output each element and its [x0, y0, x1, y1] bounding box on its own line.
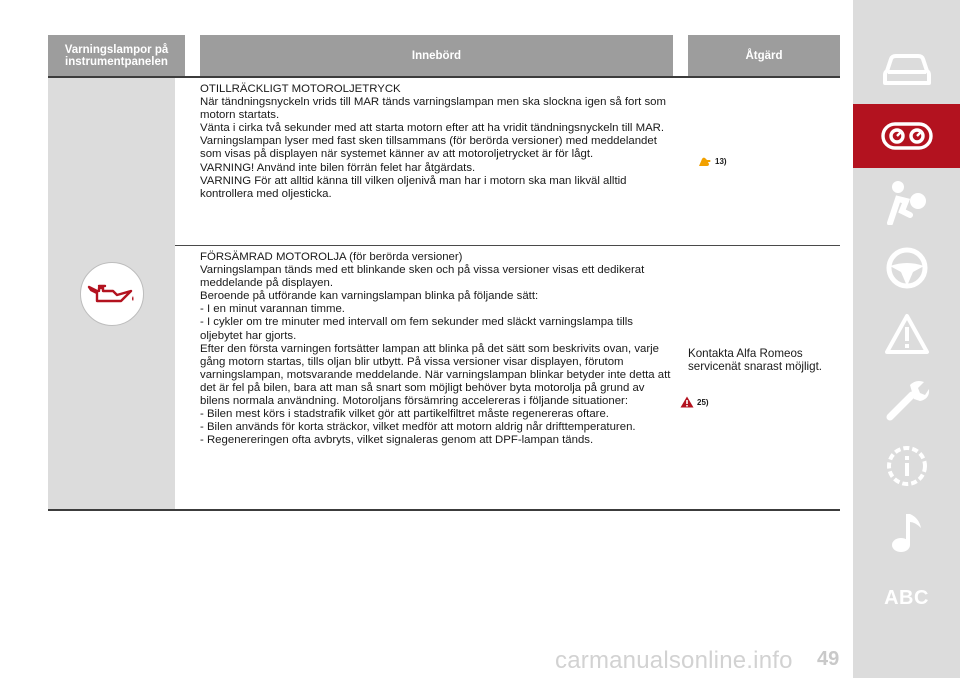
wrench-icon — [884, 377, 930, 423]
warning-lights-table — [48, 35, 840, 510]
music-note-icon — [889, 510, 925, 554]
table-row — [175, 78, 840, 246]
desc-line: Varningslampan lyser med fast sken tillsammans (för berörda versioner) med meddelandet som visas på displayen när systemet känner av att motoroljetrycket är för lågt. — [200, 135, 657, 161]
car-icon — [882, 53, 932, 87]
abc-label: ABC — [884, 586, 929, 609]
header-warning-lights: Varningslampor på instrumentpanelen — [48, 35, 185, 76]
header-meaning: Innebörd — [200, 35, 673, 76]
safety-icon — [884, 179, 930, 225]
table-rows — [175, 78, 840, 510]
warning-ref-text: 25) — [697, 397, 709, 407]
sidebar-item-dashboard[interactable] — [853, 104, 960, 168]
warning-ref-text: 13) — [715, 156, 727, 166]
warning-triangle-icon — [884, 313, 930, 355]
desc-line: Efter den första varningen fortsätter lampan att blinka på det sätt som beskrivits ovan, varje gång motorn startas, tills oljan blir utbytt. På vissa versioner visar displayen, förutom varningslampan, motsvarande meddelande. När varningslampan blinkar betyder inte detta att det är fel på bilen, bara att man så snart som möjligt behöver byta motorolja på grund av bilens normala användning. Motoroljans försämring accelereras i följande situationer: — [200, 342, 671, 408]
info-icon — [884, 443, 930, 489]
desc-line: - Bilen används för korta sträckor, vilket medför att motorn aldrig når drifttemperaturen. — [200, 421, 636, 434]
desc-line: Beroende på utförande kan varningslampan blinka på följande sätt: — [200, 290, 539, 303]
desc-line: VARNING! Använd inte bilen förrän felet har åtgärdats. — [200, 161, 476, 174]
lamp-column — [48, 78, 175, 510]
warning-reference[interactable] — [680, 396, 840, 409]
row-action — [688, 78, 840, 245]
desc-line: - Bilen mest körs i stadstrafik vilket gör att partikelfiltret måste regenereras oftare. — [200, 408, 609, 421]
header-action: Åtgärd — [688, 35, 840, 76]
sidebar-item-index[interactable] — [853, 566, 960, 630]
row-title: FÖRSÄMRAD MOTOROLJA (för berörda versioner) — [200, 251, 463, 263]
row-action — [688, 246, 840, 510]
oil-can-icon — [87, 282, 137, 306]
dashboard-gauges-icon — [881, 122, 933, 150]
sidebar-item-warnings[interactable] — [853, 302, 960, 366]
steering-wheel-icon — [885, 246, 929, 290]
table-body — [48, 78, 840, 510]
sidebar-item-maintenance[interactable] — [853, 368, 960, 432]
sidebar-item-multimedia[interactable] — [853, 500, 960, 564]
table-row — [175, 246, 840, 510]
chapter-sidebar — [853, 0, 960, 678]
warning-reference[interactable] — [698, 155, 727, 168]
desc-line: - I en minut varannan timme. — [200, 303, 345, 316]
sidebar-item-steering[interactable] — [853, 236, 960, 300]
sidebar-item-info[interactable] — [853, 434, 960, 498]
desc-line: Varningslampan tänds med ett blinkande sken och på vissa versioner visas ett dedikerat meddelande på displayen. — [200, 264, 645, 290]
desc-line: VARNING För att alltid känna till vilken oljenivå man har i motorn ska man likväl alltid kontrollera med oljesticka. — [200, 174, 627, 200]
warning-triangle-small-icon — [680, 396, 694, 408]
desc-line: Vänta i cirka två sekunder med att starta motorn efter att ha vridit tändningsnyckeln till MAR. — [200, 122, 665, 135]
watermark: carmanualsonline.info — [555, 647, 793, 674]
sidebar-item-car[interactable] — [853, 38, 960, 102]
page-number: 49 — [817, 648, 840, 670]
row-description — [200, 78, 673, 245]
oil-lamp-badge — [80, 262, 144, 326]
sidebar-item-safety[interactable] — [853, 170, 960, 234]
table-bottom-line — [48, 509, 840, 511]
row-description — [200, 246, 673, 510]
desc-line: - I cykler om tre minuter med intervall om fem sekunder med släckt varningslampa tills oljebytet har gjorts. — [200, 316, 633, 342]
action-text: Kontakta Alfa Romeos servicenät snarast möjligt. — [688, 347, 823, 374]
row-title: OTILLRÄCKLIGT MOTOROLJETRYCK — [200, 83, 401, 95]
desc-line: - Regenereringen ofta avbryts, vilket signaleras genom att DPF-lampan tänds. — [200, 434, 594, 447]
warning-hand-icon — [698, 156, 712, 167]
desc-line: När tändningsnyckeln vrids till MAR tänds varningslampan men ska slockna igen så fort som motorn startats. — [200, 96, 666, 122]
table-header — [48, 35, 840, 76]
